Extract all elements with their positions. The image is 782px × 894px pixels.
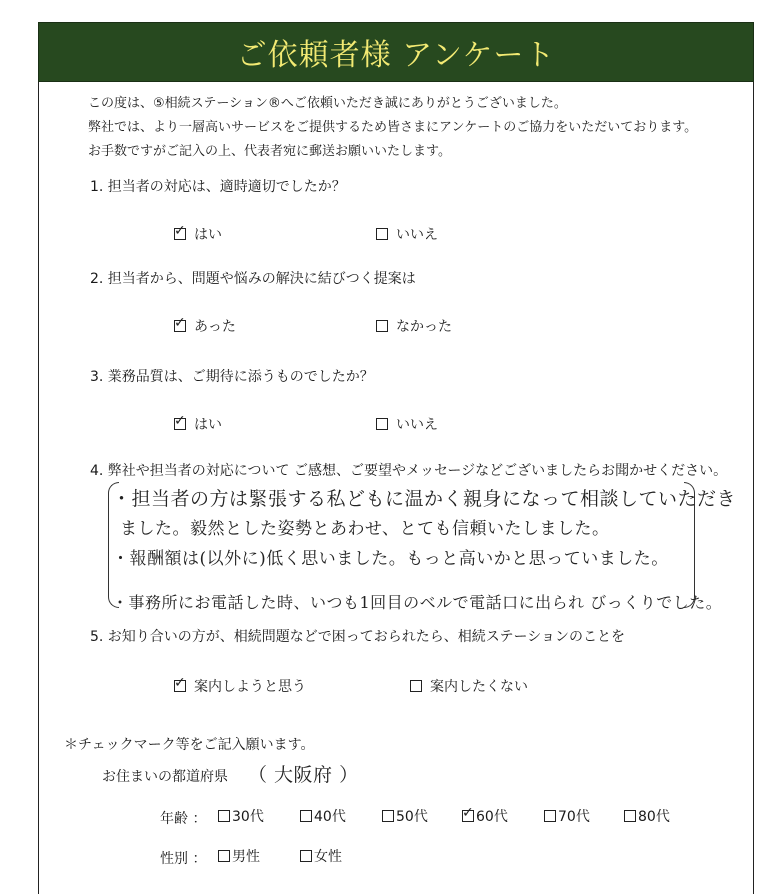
q3-option-yes[interactable]: ✓ はい	[174, 414, 222, 434]
question-1: 1. 担当者の対応は、適時適切でしたか？	[90, 179, 346, 195]
age-option-30[interactable]: 30代	[218, 806, 264, 826]
q3-option-no[interactable]: いいえ	[376, 414, 438, 434]
question-2: 2. 担当者から、問題や悩みの解決に結びつく提案は	[90, 271, 416, 287]
prefecture-label: お住まいの都道府県	[102, 769, 228, 785]
comment-line-3: ・報酬額は(以外に)低く思いました。もっと高いかと思っていました。	[112, 549, 669, 569]
checkbox[interactable]	[218, 850, 230, 862]
age-label: 年齢 ：	[160, 811, 207, 827]
checkbox-checked[interactable]	[174, 418, 186, 430]
gender-option-female[interactable]: 女性	[300, 846, 342, 866]
checkbox[interactable]	[382, 810, 394, 822]
age-option-80[interactable]: 80代	[624, 806, 670, 826]
q2-option-yes[interactable]: ✓ あった	[174, 316, 236, 336]
checkbox[interactable]	[410, 680, 422, 692]
checkbox[interactable]	[218, 810, 230, 822]
comment-line-2: ました。毅然とした姿勢とあわせ、とても信頼いたしました。	[120, 519, 610, 539]
age-option-60[interactable]: ✓ 60代	[462, 806, 508, 826]
age-option-50[interactable]: 50代	[382, 806, 428, 826]
checkbox[interactable]	[544, 810, 556, 822]
intro-line-1: この度は、⑤相続ステーション®へご依頼いただき誠にありがとうございました。	[88, 96, 567, 111]
q1-option-no[interactable]: いいえ	[376, 224, 438, 244]
comment-line-4: ・事務所にお電話した時、いつも1回目のベルで電話口に出られ びっくりでした。	[112, 593, 723, 612]
checkbox-checked[interactable]	[174, 228, 186, 240]
checkbox-checked[interactable]	[462, 810, 474, 822]
gender-label: 性別 ：	[160, 851, 207, 867]
intro-line-2: 弊社では、より一層高いサービスをご提供するため皆さまにアンケートのご協力をいただいております。	[88, 120, 698, 135]
checkbox[interactable]	[624, 810, 636, 822]
age-option-40[interactable]: 40代	[300, 806, 346, 826]
q1-option-yes[interactable]: ✓ はい	[174, 224, 222, 244]
age-option-70[interactable]: 70代	[544, 806, 590, 826]
checkbox[interactable]	[376, 228, 388, 240]
comment-line-1: ・担当者の方は緊張する私どもに温かく親身になって相談していただき	[112, 488, 737, 510]
question-4: 4. 弊社や担当者の対応について ご感想、ご要望やメッセージなどございましたらお聞かせください。	[90, 463, 728, 479]
question-3: 3. 業務品質は、ご期待に添うものでしたか？	[90, 369, 374, 385]
checkmark-note: ＊チェックマーク等をご記入願います。	[64, 737, 315, 753]
checkbox[interactable]	[300, 810, 312, 822]
checkbox-checked[interactable]	[174, 680, 186, 692]
title-banner	[38, 22, 754, 82]
prefecture-value[interactable]: （ 大阪府 ）	[248, 764, 359, 786]
page-title: ご依頼者様 アンケート	[236, 38, 556, 73]
checkbox[interactable]	[300, 850, 312, 862]
q2-option-no[interactable]: なかった	[376, 316, 452, 336]
q5-option-yes[interactable]: ✓ 案内しようと思う	[174, 676, 306, 696]
gender-option-male[interactable]: 男性	[218, 846, 260, 866]
intro-line-3: お手数ですがご記入の上、代表者宛に郵送お願いいたします。	[88, 144, 451, 159]
checkbox-checked[interactable]	[174, 320, 186, 332]
q5-option-no[interactable]: 案内したくない	[410, 676, 528, 696]
checkbox[interactable]	[376, 320, 388, 332]
checkbox[interactable]	[376, 418, 388, 430]
question-5: 5. お知り合いの方が、相続問題などで困っておられたら、相続ステーションのことを	[90, 629, 625, 645]
